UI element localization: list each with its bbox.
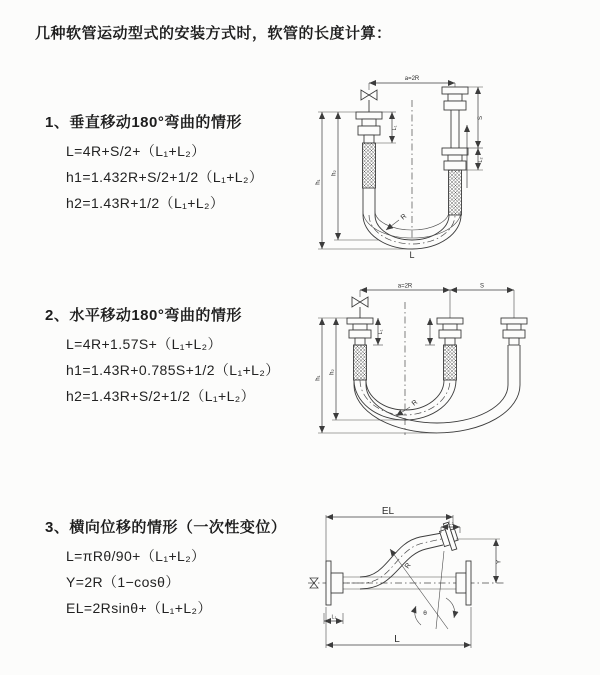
radius-callout — [386, 213, 408, 230]
dimension-el — [326, 506, 453, 561]
dim-label-y: Y — [495, 559, 503, 565]
dim-label-r: R — [410, 398, 420, 408]
left-fitting — [356, 112, 382, 215]
section-3-heading: 3、横向位移的情形（一次性变位） — [45, 519, 287, 536]
section-1 — [45, 111, 263, 222]
dimension-s — [462, 87, 484, 148]
dim-label-r: R — [399, 212, 409, 222]
section-2-heading: 2、水平移动180°弯曲的情形 — [45, 307, 242, 324]
dim-label-h1: h₁ — [315, 179, 322, 185]
formula-h2: h2=1.43R+S/2+1/2（L₁+L₂） — [66, 388, 256, 404]
diagram-horizontal-180-bend — [312, 280, 552, 455]
dim-label-h1: h₁ — [315, 375, 322, 381]
braid-section — [363, 143, 376, 188]
dim-label-h2: h₂ — [331, 170, 338, 176]
dimension-l1 — [324, 613, 343, 624]
section-2 — [45, 304, 280, 415]
hose-displaced-position — [343, 521, 461, 589]
formula-l: L=πRθ/90+（L₁+L₂） — [66, 548, 206, 564]
dim-label-el: EL — [381, 506, 395, 517]
dim-label-l2: L₂ — [448, 520, 454, 527]
dim-label-l2: L₂ — [478, 157, 484, 163]
diagram-lateral-displacement — [300, 503, 515, 658]
formula-h1: h1=1.432R+S/2+1/2（L₁+L₂） — [66, 169, 264, 185]
middle-fitting — [437, 318, 463, 380]
dim-label-a2r: a=2R — [397, 283, 413, 290]
dimension-a2r — [360, 284, 450, 291]
formula-h2: h2=1.43R+1/2（L₁+L₂） — [66, 195, 225, 211]
dim-label-l1: L₁ — [378, 329, 384, 335]
diagram-vertical-180-bend — [312, 70, 547, 260]
dim-label-r: R — [403, 561, 413, 571]
dimension-l1-tick — [425, 318, 435, 345]
formula-el: EL=2Rsinθ+（L₁+L₂） — [66, 600, 212, 616]
dim-label-a2r: a=2R — [404, 76, 420, 82]
dim-label-l: L — [394, 634, 400, 645]
radius-callout — [396, 399, 419, 416]
dim-label-h2: h₂ — [329, 369, 336, 375]
dim-label-l: L — [409, 250, 415, 260]
dimension-s — [450, 284, 514, 319]
dim-label-s: S — [479, 283, 485, 290]
right-fitting — [442, 87, 468, 215]
page-title: 几种软管运动型式的安装方式时，软管的长度计算： — [35, 25, 392, 42]
shifted-fitting — [501, 318, 527, 385]
dim-label-s: S — [478, 115, 484, 121]
valve-icon — [352, 290, 368, 318]
braid-section — [444, 345, 457, 380]
section-1-heading: 1、垂直移动180°弯曲的情形 — [45, 114, 242, 131]
dimension-l — [326, 607, 471, 648]
left-fitting — [326, 561, 343, 605]
left-fitting — [347, 318, 373, 385]
valve-icon — [361, 90, 377, 112]
dim-label-l1: L₁ — [392, 125, 398, 131]
formula-l: L=4R+S/2+（L₁+L₂） — [66, 143, 206, 159]
angle-label-theta: θ — [423, 610, 427, 617]
hose-bend — [354, 380, 520, 433]
braid-section — [449, 170, 462, 215]
dim-label-l1: L₁ — [331, 614, 337, 621]
section-3 — [45, 516, 286, 627]
formula-h1: h1=1.43R+0.785S+1/2（L₁+L₂） — [66, 362, 280, 378]
braid-section — [354, 345, 367, 380]
formula-y: Y=2R（1−cosθ） — [66, 574, 180, 590]
formula-l: L=4R+1.57S+（L₁+L₂） — [66, 336, 222, 352]
dimension-l1 — [373, 318, 384, 345]
